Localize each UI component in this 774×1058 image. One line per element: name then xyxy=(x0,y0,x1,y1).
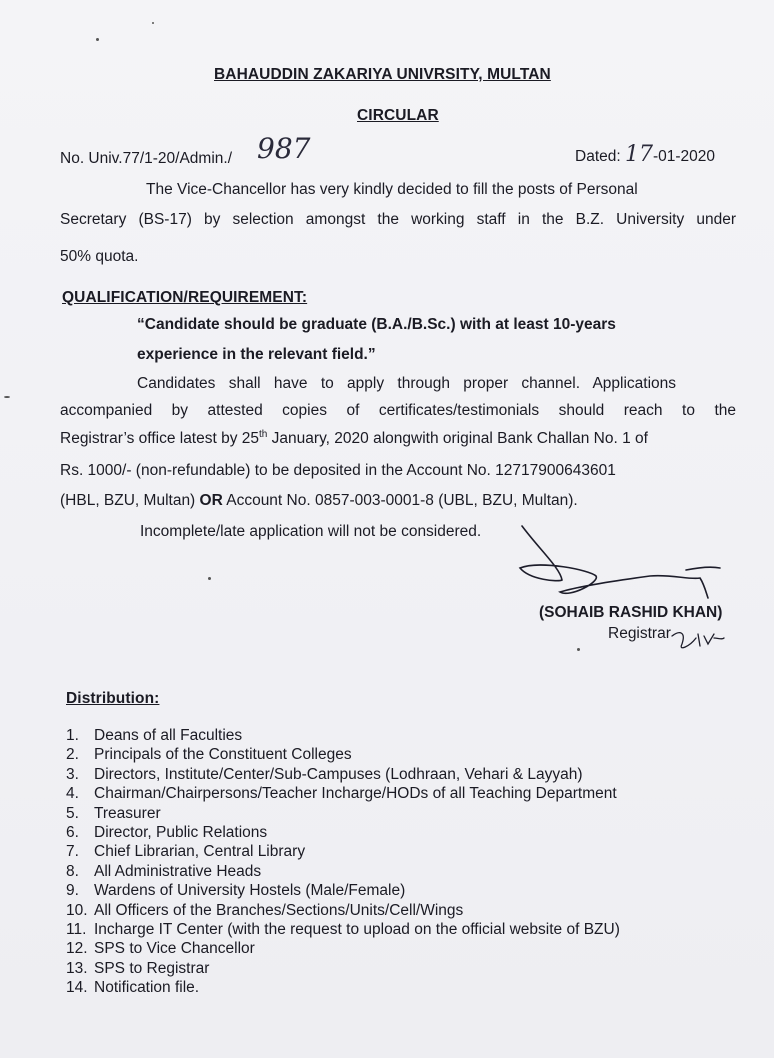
university-title: BAHAUDDIN ZAKARIYA UNIVRSITY, MULTAN xyxy=(214,66,551,83)
signatory-name: (SOHAIB RASHID KHAN) xyxy=(539,604,723,621)
list-item: 8. All Administrative Heads xyxy=(66,862,262,880)
list-item: 2. Principals of the Constituent Colleges xyxy=(66,746,352,764)
list-item: 5. Treasurer xyxy=(66,804,161,822)
list-item: 9. Wardens of University Hostels (Male/Female) xyxy=(66,882,406,900)
list-item: 12. SPS to Vice Chancellor xyxy=(66,940,255,958)
signature-scribble xyxy=(500,520,760,670)
list-item: 3. Directors, Institute/Center/Sub-Campuses (Lodhraan, Vehari & Layyah) xyxy=(66,765,583,783)
apply-line-3-start: Registrar’s office latest by 25 xyxy=(60,430,260,448)
handwritten-number: 987 xyxy=(257,132,311,165)
apply-line-5-end: Account No. 0857-003-0001-8 (UBL, BZU, Multan). xyxy=(222,492,578,509)
circular-heading: CIRCULAR xyxy=(357,107,439,124)
notice-line: Incomplete/late application will not be considered. xyxy=(140,523,482,540)
reference-number-prefix: No. Univ.77/1-20/Admin./ xyxy=(60,150,233,167)
list-item: 6. Director, Public Relations xyxy=(66,823,268,841)
qualification-heading: QUALIFICATION/REQUIREMENT: xyxy=(62,289,308,306)
list-item: 10. All Officers of the Branches/Sections/Units/Cell/Wings xyxy=(66,901,464,919)
apply-line-1: Candidates shall have to apply through proper channel. Applications xyxy=(137,375,677,392)
signatory-title: Registrar xyxy=(608,625,671,642)
date-label: Dated: xyxy=(575,148,621,165)
distribution-list xyxy=(66,726,620,997)
list-item: 7. Chief Librarian, Central Library xyxy=(66,843,306,861)
apply-line-4: Rs. 1000/- (non-refundable) to be deposited in the Account No. 12717900643601 xyxy=(60,462,616,479)
apply-line-5-start: (HBL, BZU, Multan) xyxy=(60,492,200,509)
list-item: 11. Incharge IT Center (with the request to upload on the official website of BZU) xyxy=(66,920,620,938)
ordinal-suffix: th xyxy=(259,429,268,440)
scan-speck xyxy=(4,396,10,398)
list-item: 14. Notification file. xyxy=(66,979,200,997)
apply-line-3 xyxy=(60,429,648,448)
intro-line-3: 50% quota. xyxy=(60,248,139,265)
scan-speck xyxy=(152,22,154,24)
scan-speck xyxy=(96,38,99,41)
date-rest: -01-2020 xyxy=(652,148,716,165)
list-item: 1. Deans of all Faculties xyxy=(66,727,243,744)
qualification-line-1: “Candidate should be graduate (B.A./B.Sc.) with at least 10-years xyxy=(137,316,616,333)
reference-number xyxy=(60,150,232,168)
apply-line-5 xyxy=(60,492,578,510)
distribution-heading: Distribution: xyxy=(66,690,160,707)
date-line xyxy=(575,142,715,167)
apply-line-2: accompanied by attested copies of certificates/testimonials should reach to the xyxy=(60,402,736,419)
qualification-line-2: experience in the relevant field.” xyxy=(137,346,376,363)
handwritten-day: 17 xyxy=(624,142,653,167)
intro-line-2: Secretary (BS-17) by selection amongst the working staff in the B.Z. University under xyxy=(60,211,736,228)
scan-speck xyxy=(208,577,211,580)
or-keyword: OR xyxy=(199,492,223,509)
intro-line-1: The Vice-Chancellor has very kindly decided to fill the posts of Personal xyxy=(146,181,638,198)
apply-line-3-end: January, 2020 alongwith original Bank Challan No. 1 of xyxy=(267,430,648,448)
list-item: 13. SPS to Registrar xyxy=(66,959,210,977)
list-item: 4. Chairman/Chairpersons/Teacher Incharge/HODs of all Teaching Department xyxy=(66,785,617,803)
